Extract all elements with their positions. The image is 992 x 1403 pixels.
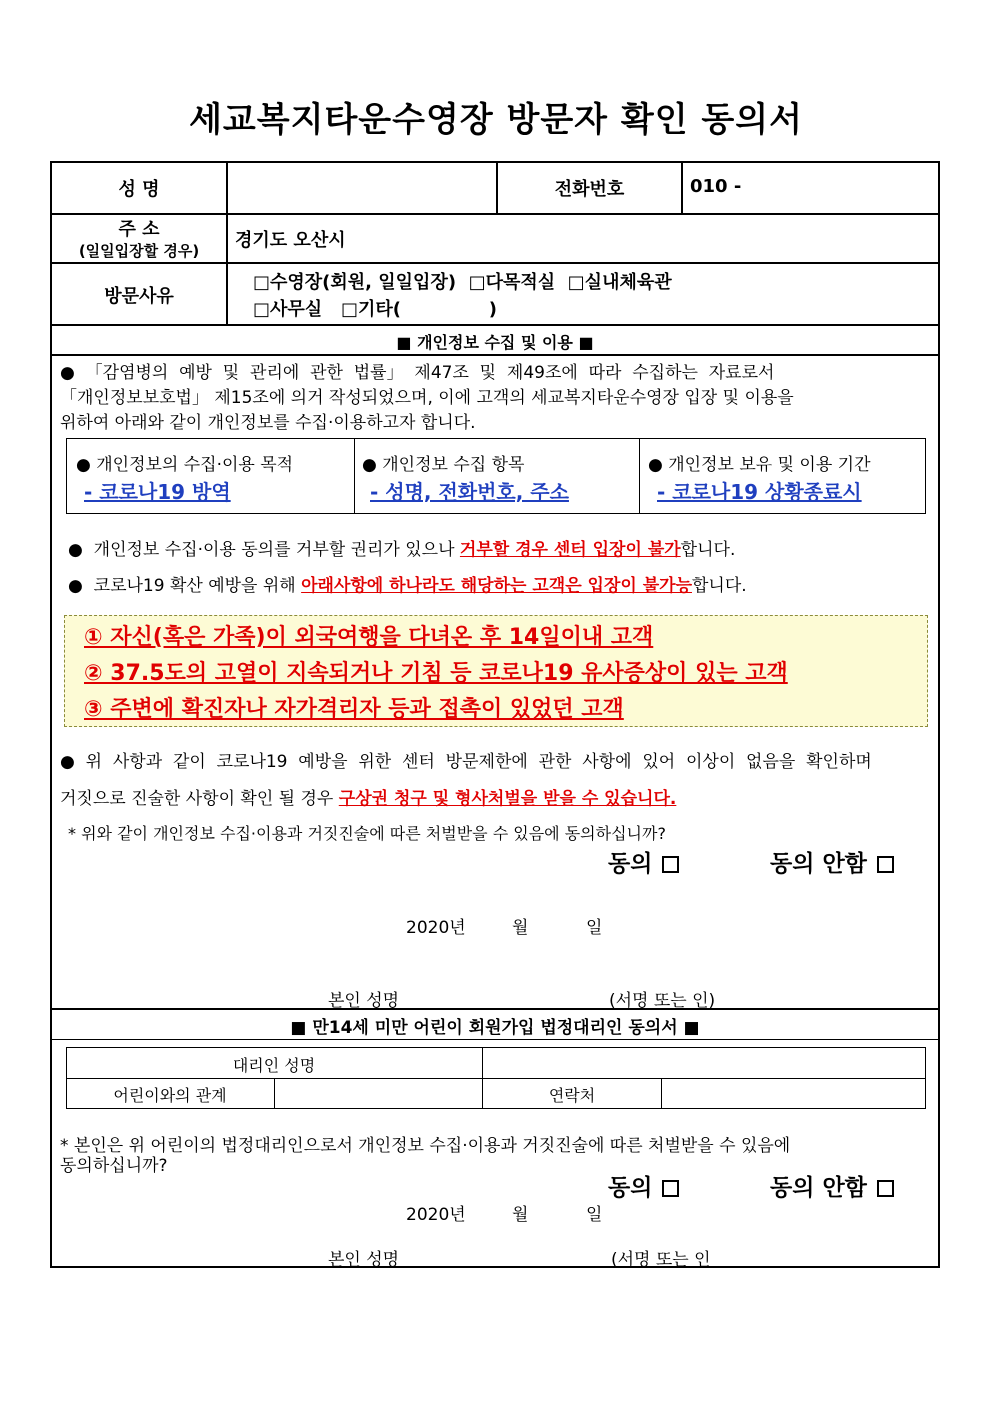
- rep-name-label: 대리인 성명: [232, 1056, 316, 1075]
- agree-option[interactable]: 동의: [608, 845, 679, 878]
- visit-reason-label: 방문사유: [104, 286, 174, 307]
- col-divider: [226, 161, 228, 324]
- name-field[interactable]: [230, 165, 494, 211]
- items-value: - 성명, 전화번호, 주소: [370, 480, 569, 504]
- address-label: 주 소: [118, 219, 160, 240]
- date-year: 2020년: [406, 918, 466, 938]
- row-divider: [50, 262, 940, 264]
- guardian-disagree-option[interactable]: 동의 안함: [770, 1169, 894, 1202]
- rep-name-field[interactable]: [484, 1049, 924, 1077]
- col-divider: [639, 438, 640, 514]
- visit-reason-options[interactable]: □사무실 □기타( ): [253, 299, 497, 320]
- contact-field[interactable]: [663, 1080, 925, 1108]
- date-month: 월: [512, 1205, 529, 1225]
- col-divider: [681, 161, 683, 213]
- prevention-notice: ● 코로나19 확산 예방을 위해 아래사항에 하나라도 해당하는 고객은 입장이 불가능합니다.: [68, 576, 747, 596]
- period-value: - 코로나19 상황종료시: [657, 480, 862, 504]
- address-sublabel: (일일입장할 경우): [78, 242, 200, 260]
- guardian-section-header: ■ 만14세 미만 어린이 회원가입 법정대리인 동의서 ■: [290, 1018, 700, 1038]
- date-day: 일: [586, 1205, 603, 1225]
- row-divider: [50, 354, 940, 356]
- relation-field[interactable]: [276, 1080, 481, 1108]
- guardian-consent-question: 동의하십니까?: [60, 1156, 168, 1176]
- period-label: ● 개인정보 보유 및 이용 기간: [648, 455, 871, 475]
- contact-label: 연락처: [548, 1086, 596, 1105]
- disagree-checkbox[interactable]: [877, 1180, 894, 1197]
- disagree-checkbox[interactable]: [877, 856, 894, 873]
- consent-question: * 위와 같이 개인정보 수집·이용과 거짓진술에 따른 처벌받을 수 있음에 동의하십니까?: [68, 824, 666, 843]
- col-divider: [274, 1078, 275, 1109]
- document-title: 세교복지타운수영장 방문자 확인 동의서: [189, 100, 803, 140]
- purpose-label: ● 개인정보의 수집·이용 목적: [76, 455, 294, 475]
- guardian-agree-option[interactable]: 동의: [608, 1169, 679, 1202]
- condition-item: ① 자신(혹은 가족)이 외국여행을 다녀온 후 14일이내 고객: [84, 625, 654, 650]
- signer-label: 본인 성명: [328, 991, 400, 1011]
- privacy-intro: ● 「감염병의 예방 및 관리에 관한 법률」 제47조 및 제49조에 따라 수집하는 자료로서: [60, 363, 775, 383]
- privacy-intro: 위하여 아래와 같이 개인정보를 수집·이용하고자 합니다.: [60, 413, 476, 433]
- signature-note[interactable]: (서명 또는 인: [611, 1250, 711, 1270]
- agree-checkbox[interactable]: [662, 1180, 679, 1197]
- visit-reason-options[interactable]: □수영장(회원, 일일입장) □다목적실 □실내체육관: [253, 272, 672, 293]
- items-label: ● 개인정보 수집 항목: [362, 455, 525, 475]
- row-divider: [66, 1078, 926, 1079]
- condition-item: ② 37.5도의 고열이 지속되거나 기침 등 코로나19 유사증상이 있는 고객: [84, 661, 788, 686]
- section-divider: [50, 1008, 940, 1010]
- privacy-intro: 「개인정보보호법」 제15조에 의거 작성되었으며, 이에 고객의 세교복지타운수영장 입장 및 이용을: [60, 388, 794, 408]
- signature-note[interactable]: (서명 또는 인): [609, 991, 716, 1011]
- condition-item: ③ 주변에 확진자나 자가격리자 등과 접촉이 있었던 고객: [84, 697, 624, 722]
- date-month: 월: [512, 918, 529, 938]
- privacy-section-header: ■ 개인정보 수집 및 이용 ■: [396, 333, 594, 352]
- row-divider: [50, 324, 940, 326]
- relation-label: 어린이와의 관계: [113, 1086, 227, 1105]
- confirm-statement: 거짓으로 진술한 사항이 확인 될 경우 구상권 청구 및 형사처벌을 받을 수 있습니다.: [60, 789, 677, 809]
- date-day: 일: [586, 918, 603, 938]
- name-label: 성 명: [118, 179, 160, 200]
- phone-label: 전화번호: [554, 179, 625, 200]
- signer-label: 본인 성명: [328, 1250, 400, 1270]
- col-divider: [354, 438, 355, 514]
- date-year: 2020년: [406, 1205, 466, 1225]
- disagree-option[interactable]: 동의 안함: [770, 845, 894, 878]
- guardian-consent-question: * 본인은 위 어린이의 법정대리인으로서 개인정보 수집·이용과 거짓진술에 따른 처벌받을 수 있음에: [60, 1136, 791, 1156]
- purpose-value: - 코로나19 방역: [84, 480, 231, 504]
- section-divider: [50, 1039, 940, 1040]
- col-divider: [661, 1078, 662, 1109]
- phone-field[interactable]: 010 -: [690, 176, 742, 197]
- confirm-statement: ● 위 사항과 같이 코로나19 예방을 위한 센터 방문제한에 관한 사항에 있어 이상이 없음을 확인하며: [60, 752, 872, 772]
- refuse-notice: ● 개인정보 수집·이용 동의를 거부할 권리가 있으나 거부할 경우 센터 입장이 불가합니다.: [68, 540, 736, 560]
- agree-checkbox[interactable]: [662, 856, 679, 873]
- address-field[interactable]: 경기도 오산시: [235, 230, 346, 251]
